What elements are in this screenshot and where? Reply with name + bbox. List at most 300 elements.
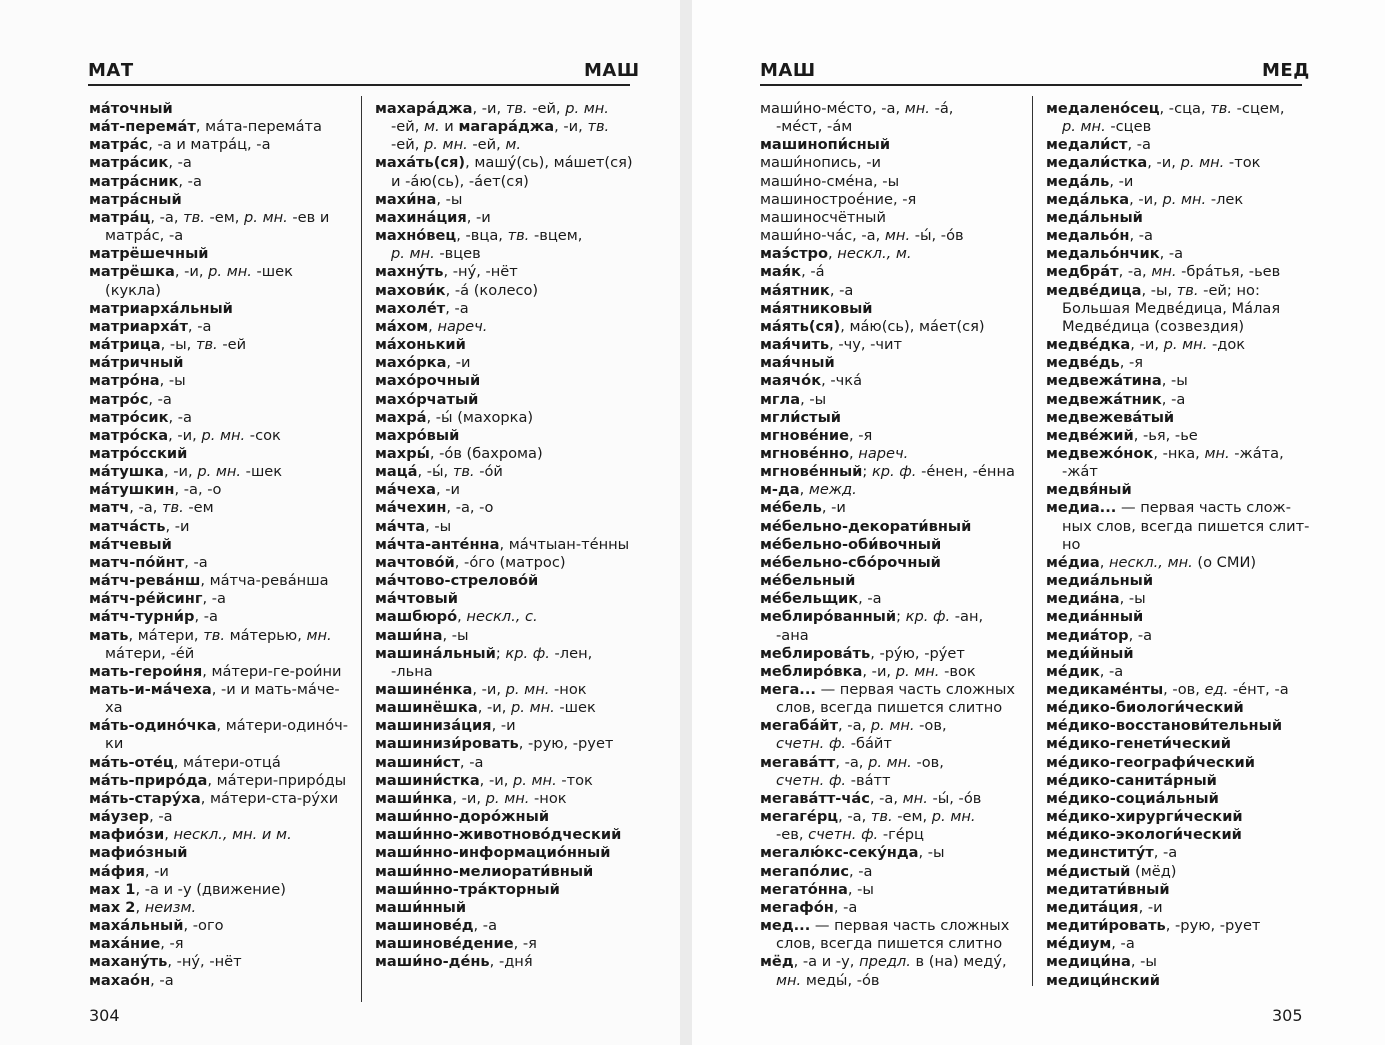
- headword: ме́дико-биологи́ческий: [1046, 699, 1244, 717]
- dictionary-entry-line: [760, 826, 1028, 844]
- entry-text: , -и,: [164, 463, 198, 481]
- headword: маэ́стро: [760, 245, 829, 263]
- dictionary-entry-line: [89, 844, 357, 862]
- headword: медве́дица: [1046, 281, 1142, 299]
- entry-text: , -ов,: [1163, 681, 1205, 698]
- dictionary-entry-line: [375, 136, 637, 154]
- headword: махо́рка: [375, 354, 447, 372]
- headword: ма́узер: [89, 808, 150, 826]
- grammar-label: межд.: [808, 481, 857, 499]
- entry-text: , -а,: [869, 789, 903, 807]
- dictionary-entry-line: [89, 608, 357, 626]
- entry-text: ,: [164, 826, 174, 844]
- grammar-label: тв.: [203, 626, 225, 644]
- headword: ме́бельно-оби́вочный: [760, 535, 942, 553]
- dictionary-entry-line: [375, 953, 637, 971]
- dictionary-entry-line: [375, 518, 637, 536]
- grammar-label: мн.: [904, 100, 930, 117]
- dictionary-entry-line: [89, 282, 357, 300]
- entry-text: , -чка́: [821, 372, 863, 390]
- entry-text: , -а: [178, 172, 202, 190]
- dictionary-entry-line: [760, 445, 1028, 463]
- headword: медитати́вный: [1046, 880, 1170, 898]
- entry-text: -ме́ст, -а́м: [776, 118, 853, 136]
- entry-text: -ей: [217, 336, 247, 354]
- entry-text: , -а: [202, 590, 226, 608]
- entry-text: , -а,: [129, 499, 163, 517]
- entry-text: , -ы,: [160, 336, 196, 354]
- headword: ме́дико-хирурги́ческий: [1046, 808, 1243, 826]
- dictionary-entry-line: [375, 772, 637, 790]
- headword: ма́тч-ре́йсинг: [89, 590, 203, 608]
- dictionary-entry-line: [1046, 554, 1308, 572]
- entry-text: , ма́тери-отца́: [173, 753, 281, 771]
- dictionary-entry-line: [89, 863, 357, 881]
- headword: меди́йный: [1046, 644, 1134, 662]
- headword: ме́дистый: [1046, 862, 1131, 880]
- entry-text: -док: [1207, 336, 1246, 354]
- dictionary-entry-line: [89, 681, 357, 699]
- dictionary-entry-line: [375, 427, 637, 445]
- dictionary-entry-line: [375, 463, 637, 481]
- headword: матч-по́йнт: [89, 553, 185, 571]
- headword: меблиро́ванный: [760, 608, 897, 626]
- entry-text: -е́нен, -е́нна: [916, 463, 1015, 481]
- headword: ма́чтово-стрелово́й: [375, 572, 539, 590]
- grammar-label: р. мн.: [197, 463, 242, 481]
- grammar-label: р. мн.: [244, 208, 288, 226]
- dictionary-entry-line: [1046, 191, 1308, 209]
- dictionary-entry-line: [1046, 699, 1308, 717]
- entry-text: но: [1062, 535, 1081, 553]
- headword: ма́фия: [89, 862, 145, 880]
- headword: матро́сик: [89, 408, 169, 426]
- dictionary-entry-line: [375, 445, 637, 463]
- headword: маши́нка: [375, 789, 453, 807]
- dictionary-entry-line: [375, 536, 637, 554]
- grammar-label: нескл., м.: [837, 245, 912, 263]
- dictionary-entry-line: [89, 263, 357, 281]
- left-page-column-2: [375, 100, 637, 972]
- entry-text: , -а: [187, 317, 212, 335]
- headword: матриарха́т: [89, 317, 188, 335]
- headword: ма́ть-оте́ц: [89, 753, 174, 771]
- grammar-label: счетн. ф.: [808, 826, 879, 844]
- entry-text: -лек: [1206, 190, 1244, 208]
- headword: махови́к: [375, 281, 446, 299]
- headword: матра́ц: [89, 208, 151, 226]
- grammar-label: р. мн.: [512, 771, 557, 789]
- entry-text: , -а: [1127, 136, 1151, 154]
- grammar-label: р. мн.: [391, 245, 435, 263]
- dictionary-entry-line: [89, 554, 357, 572]
- headword: мгнове́ние: [760, 426, 850, 444]
- entry-text: , -а,: [838, 717, 871, 735]
- headword: мах 2: [89, 898, 136, 916]
- entry-text: , -и,: [477, 699, 512, 717]
- grammar-label: тв.: [505, 100, 528, 117]
- entry-text: , -ы: [436, 190, 463, 208]
- right-header-rule: [760, 84, 1302, 86]
- dictionary-entry-line: [1046, 572, 1308, 590]
- dictionary-entry-line: [760, 136, 1028, 154]
- dictionary-entry-line: [1046, 427, 1308, 445]
- dictionary-entry-line: [1046, 100, 1308, 118]
- entry-text: , ма́та-перема́та: [195, 118, 322, 136]
- dictionary-entry-line: [375, 245, 637, 263]
- headword: ме́бельно-сбо́рочный: [760, 553, 941, 571]
- entry-text: (мёд): [1130, 862, 1177, 880]
- dictionary-entry-line: [760, 772, 1028, 790]
- entry-text: -вцев: [434, 245, 481, 263]
- headword: ме́диа: [1046, 553, 1100, 571]
- dictionary-entry-line: [760, 173, 1028, 191]
- dictionary-entry-line: [760, 590, 1028, 608]
- headword: матро́на: [89, 372, 160, 390]
- dictionary-entry-line: [760, 917, 1028, 935]
- entry-text: , -и,: [1129, 190, 1163, 208]
- entry-text: -ан,: [950, 608, 984, 626]
- headword: мега...: [760, 681, 816, 698]
- entry-text: , -и: [446, 354, 471, 372]
- headword: медиа́тор: [1046, 626, 1129, 644]
- grammar-label: р. мн.: [208, 263, 252, 281]
- entry-text: , -а,: [838, 808, 871, 826]
- entry-text: маши́нопись, -и: [760, 154, 881, 172]
- grammar-label: тв.: [507, 227, 530, 245]
- grammar-label: р. мн.: [1180, 154, 1225, 172]
- headword: матро́сский: [89, 444, 188, 462]
- dictionary-entry-line: [375, 717, 637, 735]
- entry-text: , машу́(сь), ма́шет(ся): [465, 154, 633, 172]
- headword: машинопи́сный: [760, 136, 891, 154]
- grammar-label: р. мн.: [895, 662, 940, 680]
- dictionary-entry-line: [1046, 953, 1308, 971]
- headword: матра́сик: [89, 154, 169, 172]
- dictionary-entry-line: [89, 572, 357, 590]
- headword: медве́жий: [1046, 426, 1134, 444]
- headword: меда́лька: [1046, 190, 1130, 208]
- entry-text: , -ы: [425, 517, 452, 535]
- headword: ме́дико-санита́рный: [1046, 771, 1217, 789]
- dictionary-entry-line: [89, 173, 357, 191]
- left-header-rule: [88, 84, 630, 86]
- dictionary-entry-line: [760, 282, 1028, 300]
- entry-text: , -ы: [1130, 953, 1157, 971]
- headword: матч: [89, 499, 130, 517]
- entry-text: машиносчётный: [760, 208, 886, 226]
- entry-text: ма́терью,: [224, 626, 307, 644]
- dictionary-entry-line: [1046, 972, 1308, 990]
- headword: ма́тчевый: [89, 535, 172, 553]
- headword: медве́дь: [1046, 354, 1120, 372]
- headword: маши́но-де́нь: [375, 953, 490, 971]
- dictionary-entry-line: [375, 209, 637, 227]
- dictionary-entry-line: [375, 499, 637, 517]
- entry-text: -ток: [1224, 154, 1261, 172]
- headword: медвежа́тник: [1046, 390, 1162, 408]
- entry-text: , -я: [513, 935, 537, 953]
- headword: ма́ятниковый: [760, 299, 873, 317]
- headword: ма́чехин: [375, 499, 447, 517]
- entry-text: — первая часть сложных: [815, 681, 1016, 698]
- dictionary-entry-line: [375, 300, 637, 318]
- entry-text: , -и: [435, 481, 460, 499]
- headword: мегава́тт-ча́с: [760, 789, 870, 807]
- headword: махина́ция: [375, 208, 467, 226]
- headword: медали́ст: [1046, 136, 1128, 154]
- dictionary-entry-line: [1046, 391, 1308, 409]
- grammar-label: ед.: [1204, 681, 1229, 698]
- headword: мах 1: [89, 880, 136, 898]
- headword: мегаба́йт: [760, 717, 839, 735]
- headword: мать-герои́ня: [89, 662, 203, 680]
- headword: медали́стка: [1046, 154, 1148, 172]
- book-gutter: [680, 0, 692, 1045]
- entry-text: , -и,: [1130, 336, 1164, 354]
- grammar-label: тв.: [452, 463, 475, 481]
- entry-text: , -и,: [1147, 154, 1181, 172]
- headword: медиа́льный: [1046, 572, 1154, 590]
- entry-text: и -а́ю(сь), -а́ет(ся): [391, 172, 529, 190]
- grammar-label: тв.: [587, 118, 610, 136]
- headword: ма́тричный: [89, 354, 184, 372]
- headword: мгнове́нный: [760, 463, 863, 481]
- entry-text: в (на) меду́,: [910, 953, 1007, 971]
- entry-text: машинострое́ние, -я: [760, 190, 917, 208]
- entry-text: , -а: [194, 608, 218, 626]
- entry-text: , -а,: [835, 753, 869, 771]
- headword: медвя́ный: [1046, 481, 1132, 499]
- entry-text: -жа́т: [1062, 463, 1098, 481]
- headword: мафио́зный: [89, 844, 188, 862]
- entry-text: , -ы: [1119, 590, 1146, 608]
- dictionary-entry-line: [375, 808, 637, 826]
- entry-text: -ев и: [287, 208, 330, 226]
- grammar-label: неизм.: [144, 898, 197, 916]
- entry-text: -лен,: [549, 644, 593, 662]
- grammar-label: нареч.: [858, 444, 909, 462]
- dictionary-entry-line: [89, 372, 357, 390]
- headword: машина́льный: [375, 644, 496, 662]
- entry-text: Большая Медве́дица, Ма́лая: [1062, 299, 1281, 317]
- entry-text: , -и: [1138, 898, 1163, 916]
- grammar-label: тв.: [870, 808, 893, 826]
- entry-text: -ей,: [527, 100, 566, 117]
- entry-text: -сцем,: [1232, 100, 1285, 117]
- entry-text: , -чу, -чит: [829, 336, 903, 354]
- headword: ма́ть-стару́ха: [89, 789, 201, 807]
- dictionary-entry-line: [760, 790, 1028, 808]
- dictionary-entry-line: [89, 154, 357, 172]
- headword: матро́ска: [89, 426, 169, 444]
- dictionary-entry-line: [760, 717, 1028, 735]
- entry-text: -нок: [529, 789, 567, 807]
- right-page-column-1: [760, 100, 1028, 990]
- dictionary-entry-line: [375, 608, 637, 626]
- dictionary-entry-line: [1046, 863, 1308, 881]
- dictionary-entry-line: [1046, 790, 1308, 808]
- entry-text: , -а: [1159, 245, 1184, 263]
- headword: махну́ть: [375, 263, 444, 281]
- entry-text: , -о́го (матрос): [454, 553, 566, 571]
- dictionary-entry-line: [760, 844, 1028, 862]
- dictionary-entry-line: [89, 808, 357, 826]
- dictionary-entry-line: [375, 191, 637, 209]
- entry-text: , ма́тери-приро́ды: [207, 771, 347, 789]
- dictionary-entry-line: [1046, 754, 1308, 772]
- headword: матрёшка: [89, 263, 175, 281]
- grammar-label: тв.: [162, 499, 184, 517]
- dictionary-entry-line: [89, 972, 357, 990]
- headword: медалено́сец: [1046, 100, 1160, 117]
- dictionary-entry-line: [1046, 227, 1308, 245]
- dictionary-entry-line: [760, 409, 1028, 427]
- entry-text: , -а: [1128, 626, 1153, 644]
- headword: матра́сный: [89, 190, 182, 208]
- entry-text: , -дня́: [489, 953, 533, 971]
- headword: ма́тушка: [89, 463, 164, 481]
- dictionary-entry-line: [375, 100, 637, 118]
- headword: маши́нный: [375, 898, 467, 916]
- entry-text: , -а,: [1118, 263, 1152, 281]
- entry-text: , -ы: [918, 844, 945, 862]
- entry-text: , -рую, -рует: [518, 735, 614, 753]
- entry-text: , -и: [491, 717, 516, 735]
- dictionary-entry-line: [760, 391, 1028, 409]
- grammar-label: м.: [424, 118, 440, 136]
- grammar-label: мн.: [902, 789, 928, 807]
- headword: маши́нно-тра́кторный: [375, 880, 560, 898]
- dictionary-entry-line: [1046, 536, 1308, 554]
- grammar-label: тв.: [1210, 100, 1233, 117]
- dictionary-entry-line: [760, 245, 1028, 263]
- dictionary-entry-line: [1046, 935, 1308, 953]
- right-page-column-2: [1046, 100, 1308, 990]
- dictionary-entry-line: [1046, 318, 1308, 336]
- dictionary-entry-line: [89, 227, 357, 245]
- headword: ма́ть-приро́да: [89, 771, 208, 789]
- dictionary-entry-line: [89, 536, 357, 554]
- entry-text: , -ы: [442, 626, 469, 644]
- entry-text: , -и,: [452, 789, 486, 807]
- entry-text: слов, всегда пишется слитно: [776, 935, 1003, 953]
- entry-text: , -а: [848, 862, 873, 880]
- dictionary-entry-line: [375, 318, 637, 336]
- dictionary-entry-line: [375, 590, 637, 608]
- entry-text: -ов,: [914, 717, 947, 735]
- dictionary-entry-line: [89, 699, 357, 717]
- entry-text: , -а: [1161, 390, 1186, 408]
- entry-text: , -а,: [150, 208, 184, 226]
- entry-text: , -и,: [472, 100, 506, 117]
- dictionary-entry-line: [760, 263, 1028, 281]
- entry-text: , -а: [1111, 935, 1135, 953]
- entry-text: , -а: [148, 390, 172, 408]
- headword: мафио́зи: [89, 826, 165, 844]
- headword: маха́ние: [89, 935, 161, 953]
- dictionary-entry-line: [89, 409, 357, 427]
- dictionary-entry-line: [1046, 590, 1308, 608]
- left-column-divider: [361, 96, 362, 1002]
- dictionary-entry-line: [1046, 681, 1308, 699]
- entry-text: , -а: [168, 408, 192, 426]
- dictionary-entry-line: [1046, 173, 1308, 191]
- entry-text: ки: [105, 735, 124, 753]
- entry-text: , ма́тери-ге-рои́ни: [202, 662, 342, 680]
- entry-text: -ей; но:: [1198, 281, 1260, 299]
- headword: маха́льный: [89, 917, 184, 935]
- headword: махро́вый: [375, 426, 460, 444]
- headword: ма́хонький: [375, 336, 466, 354]
- entry-text: , -а: [459, 753, 484, 771]
- dictionary-entry-line: [1046, 499, 1308, 517]
- dictionary-entry-line: [760, 372, 1028, 390]
- entry-text: , -а: [858, 590, 882, 608]
- dictionary-entry-line: [760, 427, 1028, 445]
- entry-text: -шек: [251, 263, 293, 281]
- entry-text: , -а: [445, 299, 469, 317]
- entry-text: -ы́, -о́в: [910, 227, 964, 245]
- entry-text: , -а, -о: [174, 481, 222, 499]
- dictionary-entry-line: [89, 354, 357, 372]
- dictionary-entry-line: [1046, 717, 1308, 735]
- grammar-label: нескл., мн. и м.: [173, 826, 292, 844]
- entry-text: , -а: [829, 281, 854, 299]
- headword: медиа...: [1046, 499, 1117, 517]
- dictionary-entry-line: [760, 754, 1028, 772]
- grammar-label: нескл., с.: [466, 608, 538, 626]
- dictionary-entry-line: [375, 572, 637, 590]
- dictionary-entry-line: [375, 645, 637, 663]
- entry-text: -ва́тт: [846, 771, 891, 789]
- entry-text: , -я: [849, 426, 873, 444]
- dictionary-entry-line: [760, 100, 1028, 118]
- entry-text: , -и,: [174, 263, 209, 281]
- headword: ма́хом: [375, 317, 429, 335]
- headword: ме́дико-восстанови́тельный: [1046, 717, 1283, 735]
- dictionary-entry-line: [89, 100, 357, 118]
- dictionary-entry-line: [760, 554, 1028, 572]
- dictionary-entry-line: [760, 191, 1028, 209]
- entry-text: , ма́тери,: [128, 626, 204, 644]
- entry-text: ;: [896, 608, 906, 626]
- grammar-label: мн.: [306, 626, 332, 644]
- headword: ма́чта: [375, 517, 426, 535]
- entry-text: , -ы́ (махорка): [426, 408, 534, 426]
- dictionary-entry-line: [89, 717, 357, 735]
- grammar-label: тв.: [183, 208, 205, 226]
- grammar-label: р. мн.: [1163, 336, 1208, 354]
- entry-text: , -а: [1129, 227, 1153, 245]
- entry-text: , -а: [473, 917, 498, 935]
- dictionary-entry-line: [375, 391, 637, 409]
- grammar-label: р. мн.: [485, 789, 530, 807]
- entry-text: ;: [862, 463, 872, 481]
- entry-text: , -ы: [800, 390, 827, 408]
- headword: мгнове́нно: [760, 444, 849, 462]
- headword: мегапо́лис: [760, 862, 849, 880]
- entry-text: -льна: [391, 662, 433, 680]
- entry-text: -ев,: [776, 826, 809, 844]
- dictionary-entry-line: [760, 318, 1028, 336]
- entry-text: , -и: [165, 517, 190, 535]
- headword: ма́тч-рева́нш: [89, 572, 201, 590]
- dictionary-entry-line: [1046, 881, 1308, 899]
- headword: ме́дик: [1046, 662, 1100, 680]
- entry-text: ,: [849, 444, 859, 462]
- headword: мгли́стый: [760, 408, 841, 426]
